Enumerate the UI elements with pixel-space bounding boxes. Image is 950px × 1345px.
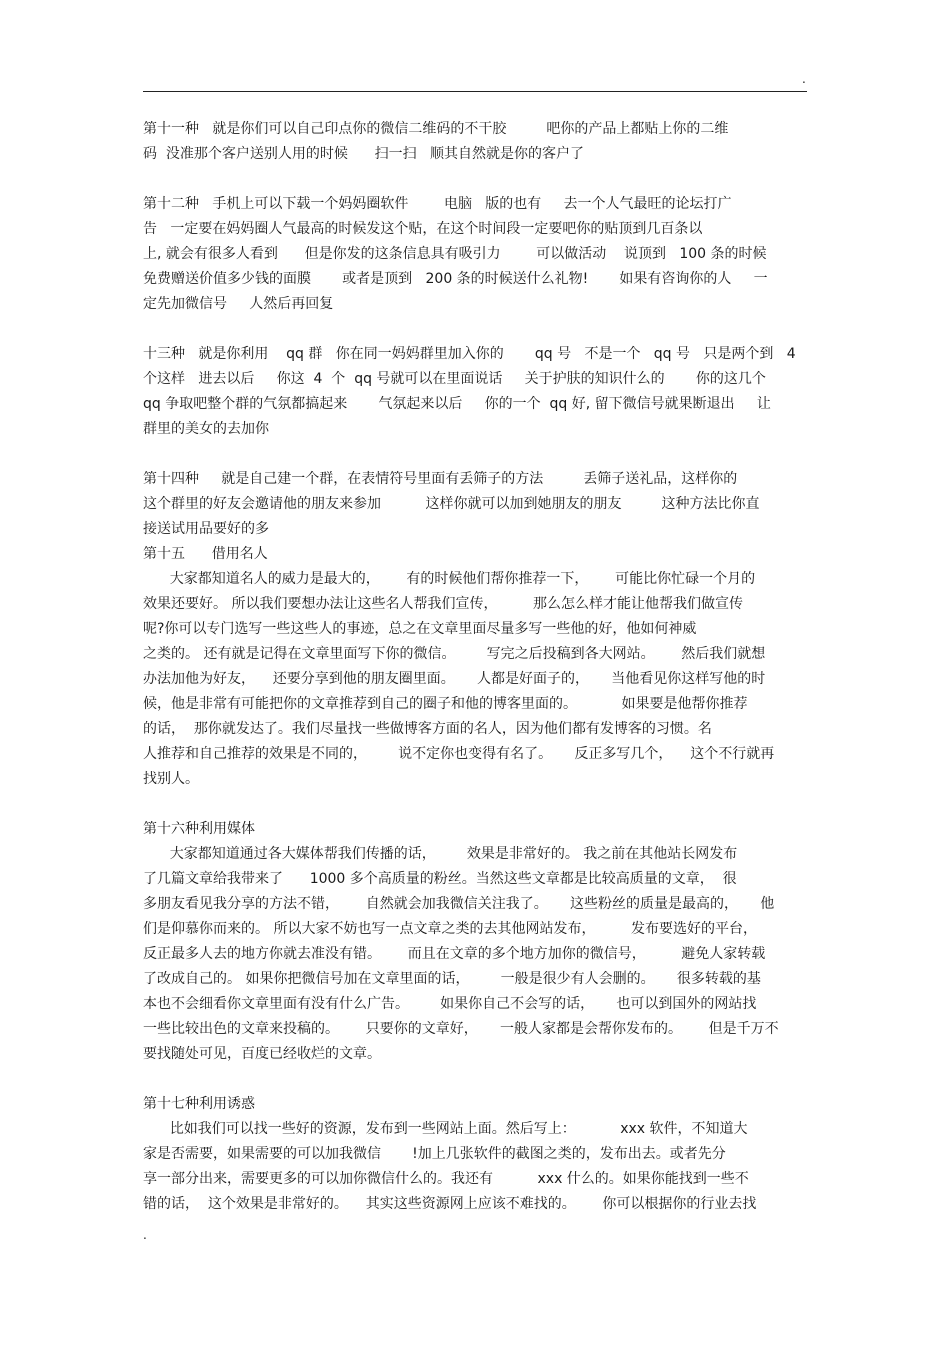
text-line: 第十四种 就是自己建一个群，在表情符号里面有丢筛子的方法 丢筛子送礼品，这样你的 (143, 471, 738, 487)
text-line: 群里的美女的去加你 (143, 421, 269, 437)
text-line: 大家都知道通过各大媒体帮我们传播的话， 效果是非常好的。 我之前在其他站长网发布 (143, 846, 738, 862)
text-line: 了几篇文章给我带来了 1000 多个高质量的粉丝。当然这些文章都是比较高质量的文章， 很 (143, 871, 737, 887)
text-line: 候，他是非常有可能把你的文章推荐到自己的圈子和他的博客里面的。 如果要是他帮你推荐 (143, 696, 748, 712)
text-line: 这个群里的好友会邀请他的朋友来参加 这样你就可以加到她朋友的朋友 这种方法比你直 (143, 496, 760, 512)
text-line: 定先加微信号 人然后再回复 (143, 296, 334, 312)
text-line: 第十二种 手机上可以下载一个妈妈圈软件 电脑 版的也有 去一个人气最旺的论坛打广 (143, 196, 732, 212)
text-line: 本也不会细看你文章里面有没有什么广告。 如果你自己不会写的话， 也可以到国外的网站找 (143, 996, 757, 1012)
text-line: 大家都知道名人的威力是最大的， 有的时候他们帮你推荐一下， 可能比你忙碌一个月的 (143, 571, 756, 587)
text-line: qq 争取吧整个群的气氛都搞起来 气氛起来以后 你的一个 qq 好, 留下微信号就果断退出 让 (143, 396, 771, 412)
text-line: 们是仰慕你而来的。 所以大家不妨也写一点文章之类的去其他网站发布， 发布要选好的平台， (143, 921, 758, 937)
text-line: 效果还要好。 所以我们要想办法让这些名人帮我们宣传， 那么怎么样才能让他帮我们做宣传 (143, 596, 744, 612)
header-rule (143, 91, 807, 92)
text-line: 了改成自己的。 如果你把微信号加在文章里面的话， 一般是很少有人会删的。 很多转载的基 (143, 971, 761, 987)
text-line: 找别人。 (143, 771, 199, 787)
text-line: 人推荐和自己推荐的效果是不同的， 说不定你也变得有名了。 反正多写几个， 这个不行就再 (143, 746, 775, 762)
text-line: 家是否需要，如果需要的可以加我微信 !加上几张软件的截图之类的，发布出去。或者先分 (143, 1146, 726, 1162)
text-line: 的话， 那你就发达了。我们尽量找一些做博客方面的名人，因为他们都有发博客的习惯。名 (143, 721, 712, 737)
text-line: 第十六种利用媒体 (143, 821, 255, 837)
text-line: 比如我们可以找一些好的资源，发布到一些网站上面。然后写上： xxx 软件，不知道大 (143, 1121, 748, 1137)
text-line: 码 没准那个客户送别人用的时候 扫一扫 顺其自然就是你的客户了 (143, 146, 584, 162)
text-line: 免费赠送价值多少钱的面膜 或者是顶到 200 条的时候送什么礼物! 如果有咨询你的人 一 (143, 271, 768, 287)
text-line: 反正最多人去的地方你就去准没有错。 而且在文章的多个地方加你的微信号， 避免人家转载 (143, 946, 766, 962)
text-line: 享一部分出来，需要更多的可以加你微信什么的。我还有 xxx 什么的。如果你能找到一些不 (143, 1171, 749, 1187)
text-line: 呢?你可以专门选写一些这些人的事迹，总之在文章里面尽量多写一些他的好，他如何神威 (143, 621, 697, 637)
text-line: 接送试用品要好的多 (143, 521, 269, 537)
text-line: 个这样 进去以后 你这 4 个 qq 号就可以在里面说话 关于护肤的知识什么的 你的这几个 (143, 371, 766, 387)
text-line: 上, 就会有很多人看到 但是你发的这条信息具有吸引力 可以做活动 说顶到 100 条的时候 (143, 246, 767, 262)
text-line: 要找随处可见，百度已经收烂的文章。 (143, 1046, 381, 1062)
text-line: 错的话， 这个效果是非常好的。 其实这些资源网上应该不难找的。 你可以根据你的行业去找 (143, 1196, 757, 1212)
text-line: 十三种 就是你利用 qq 群 你在同一妈妈群里加入你的 qq 号 不是一个 qq 号 只是两个到 4 (143, 346, 796, 362)
header-dot: . (802, 72, 806, 86)
text-line: 之类的。 还有就是记得在文章里面写下你的微信。 写完之后投稿到各大网站。 然后我们就想 (143, 646, 766, 662)
text-line: 第十五 借用名人 (143, 546, 268, 562)
text-line: 办法加他为好友， 还要分享到他的朋友圈里面。 人都是好面子的， 当他看见你这样写他的时 (143, 671, 766, 687)
text-line: 告 一定要在妈妈圈人气最高的时候发这个贴，在这个时间段一定要吧你的贴顶到几百条以 (143, 221, 703, 237)
footer-dot: . (143, 1228, 147, 1242)
text-line: 多朋友看见我分享的方法不错， 自然就会加我微信关注我了。 这些粉丝的质量是最高的， 他 (143, 896, 775, 912)
text-line: 第十七种利用诱惑 (143, 1096, 255, 1112)
text-line: 第十一种 就是你们可以自己印点你的微信二维码的不干胶 吧你的产品上都贴上你的二维 (143, 121, 729, 137)
text-line: 一些比较出色的文章来投稿的。 只要你的文章好， 一般人家都是会帮你发布的。 但是千万不 (143, 1021, 779, 1037)
